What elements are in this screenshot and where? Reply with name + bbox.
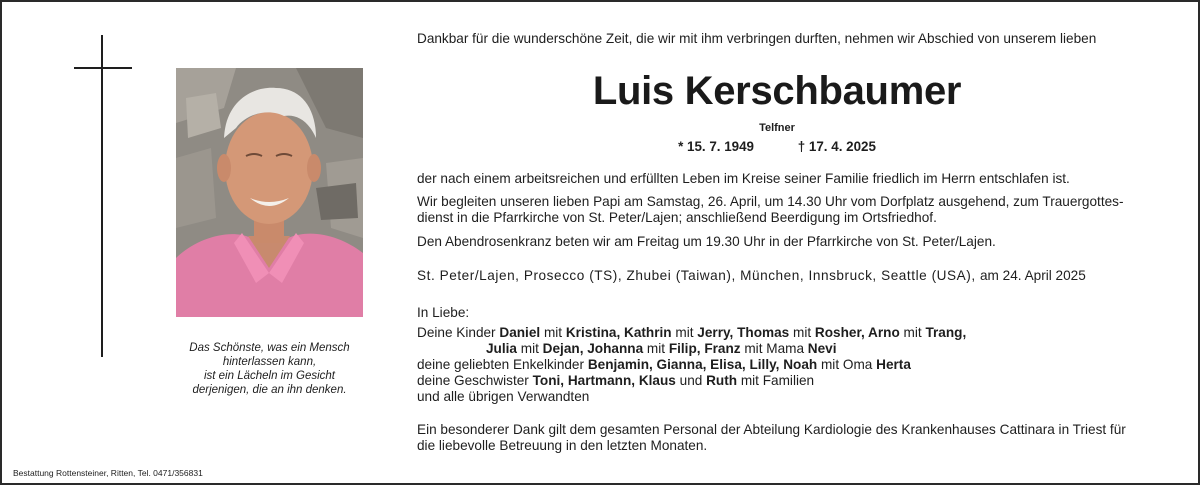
funeral-info <box>417 194 1123 226</box>
quote-line: Das Schönste, was ein Mensch <box>189 342 350 354</box>
death-statement: der nach einem arbeitsreichen und erfüllten Leben im Kreise seiner Familie friedlich im Herrn entschlafen ist. <box>417 171 1070 186</box>
family-text: mit <box>516 341 543 356</box>
family-text: mit <box>643 341 669 356</box>
thanks-text <box>417 422 1126 454</box>
family-text: mit <box>540 325 566 340</box>
thanks-line: die liebevolle Betreuung in den letzten Monaten. <box>417 438 708 453</box>
family-names: Daniel <box>499 325 541 340</box>
nickname: Telfner <box>759 122 795 134</box>
family-text: mit Oma <box>817 357 877 372</box>
cross-icon-bar <box>74 67 132 69</box>
undertaker-info: Bestattung Rottensteiner, Ritten, Tel. 0471/356831 <box>13 468 203 478</box>
family-names: Benjamin, Gianna, Elisa, Lilly, Noah <box>587 357 818 372</box>
family-names: Trang, <box>925 325 967 340</box>
family-text: deine Geschwister <box>417 373 533 388</box>
family-names: Ruth <box>706 373 738 388</box>
family-text: mit Mama <box>740 341 808 356</box>
family-names: Jerry, Thomas <box>697 325 790 340</box>
family-names: Kristina, Kathrin <box>565 325 672 340</box>
family-text: mit <box>671 325 698 340</box>
portrait-photo <box>176 68 363 317</box>
family-line-grandchildren <box>417 357 966 373</box>
family-text: mit <box>789 325 815 340</box>
rosary-info: Den Abendrosenkranz beten wir am Freitag um 19.30 Uhr in der Pfarrkirche von St. Peter/Lajen. <box>417 234 996 249</box>
in-love-label: In Liebe: <box>417 305 470 320</box>
cross-icon <box>101 35 103 357</box>
quote-line: ist ein Lächeln im Gesicht <box>203 370 336 382</box>
notice-date: am 24. April 2025 <box>979 268 1086 283</box>
birth-date: * 15. 7. 1949 <box>678 139 755 154</box>
family-line-relatives: und alle übrigen Verwandten <box>417 389 590 404</box>
family-text: deine geliebten Enkelkinder <box>417 357 588 372</box>
place-date <box>417 268 1086 284</box>
family-names: Herta <box>876 357 911 372</box>
family-line-children <box>417 325 966 341</box>
family-text: mit <box>899 325 926 340</box>
intro-text: Dankbar für die wunderschöne Zeit, die wir mit ihm verbringen durften, nehmen wir Abschied von unserem lieben <box>417 31 1097 46</box>
family-names: Filip, Franz <box>668 341 741 356</box>
thanks-line: Ein besonderer Dank gilt dem gesamten Personal der Abteilung Kardiologie des Krankenhauses Cattinara in Triest für <box>417 422 1126 437</box>
family-names: Nevi <box>807 341 837 356</box>
death-date: † 17. 4. 2025 <box>797 139 876 154</box>
family-text: und <box>675 373 707 388</box>
life-dates <box>417 139 1137 155</box>
funeral-line: dienst in die Pfarrkirche von St. Peter/Lajen; anschließend Beerdigung im Ortsfriedhof. <box>417 210 937 225</box>
family-text: Deine Kinder <box>417 325 500 340</box>
family-text: mit Familien <box>737 373 815 388</box>
places: St. Peter/Lajen, Prosecco (TS), Zhubei (Taiwan), München, Innsbruck, Seattle (USA), <box>417 268 976 283</box>
deceased-name: Luis Kerschbaumer <box>592 69 962 113</box>
quote-line: derjenigen, die an ihn denken. <box>192 384 347 396</box>
funeral-line: Wir begleiten unseren lieben Papi am Samstag, 26. April, um 14.30 Uhr vom Dorfplatz ausgehend, zum Trauergottes- <box>417 194 1124 209</box>
family-names: Toni, Hartmann, Klaus <box>532 373 676 388</box>
family-line-siblings <box>417 373 966 389</box>
family-names: Rosher, Arno <box>814 325 900 340</box>
quote-line: hinterlassen kann, <box>222 356 317 368</box>
family-names: Dejan, Johanna <box>542 341 644 356</box>
family-names: Julia <box>486 341 517 356</box>
family-list <box>417 325 966 405</box>
family-line-children-cont <box>417 341 966 357</box>
memorial-quote <box>162 341 377 397</box>
